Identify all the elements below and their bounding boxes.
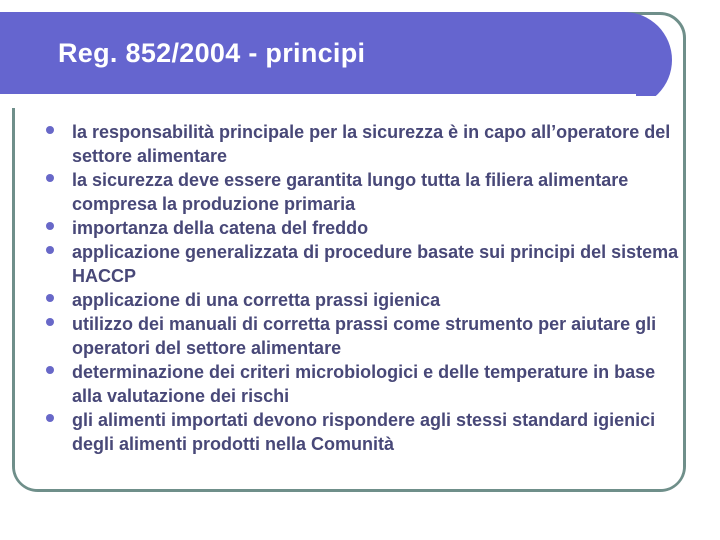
bullet-dot-icon	[46, 294, 54, 302]
bullet-dot-icon	[46, 174, 54, 182]
title-divider	[0, 94, 636, 97]
bullet-text: utilizzo dei manuali di corretta prassi come strumento per aiutare gli operatori del settore alimentare	[72, 314, 657, 358]
bullet-dot-icon	[46, 126, 54, 134]
bullet-text: applicazione di una corretta prassi igienica	[72, 290, 441, 310]
bullet-text: importanza della catena del freddo	[72, 218, 369, 238]
bullet-item	[40, 408, 680, 456]
bullet-dot-icon	[46, 318, 54, 326]
bullet-list	[40, 120, 680, 456]
content-area	[40, 120, 680, 456]
bullet-text: la responsabilità principale per la sicurezza è in capo all’operatore del settore alimentare	[72, 122, 671, 166]
bullet-item	[40, 360, 680, 408]
bullet-item	[40, 120, 680, 168]
bullet-item	[40, 288, 680, 312]
bullet-dot-icon	[46, 414, 54, 422]
bullet-text: gli alimenti importati devono rispondere agli stessi standard igienici degli alimenti prodotti nella Comunità	[72, 410, 656, 454]
bullet-text: la sicurezza deve essere garantita lungo tutta la filiera alimentare compresa la produzione primaria	[72, 170, 629, 214]
bullet-dot-icon	[46, 246, 54, 254]
bullet-item	[40, 168, 680, 216]
bullet-text: applicazione generalizzata di procedure basate sui principi del sistema HACCP	[72, 242, 679, 286]
bullet-dot-icon	[46, 222, 54, 230]
bullet-dot-icon	[46, 366, 54, 374]
slide-title: Reg. 852/2004 - principi	[58, 38, 366, 68]
bullet-item	[40, 312, 680, 360]
bullet-item	[40, 240, 680, 288]
bullet-item	[40, 216, 680, 240]
bullet-text: determinazione dei criteri microbiologici e delle temperature in base alla valutazione dei rischi	[72, 362, 656, 406]
